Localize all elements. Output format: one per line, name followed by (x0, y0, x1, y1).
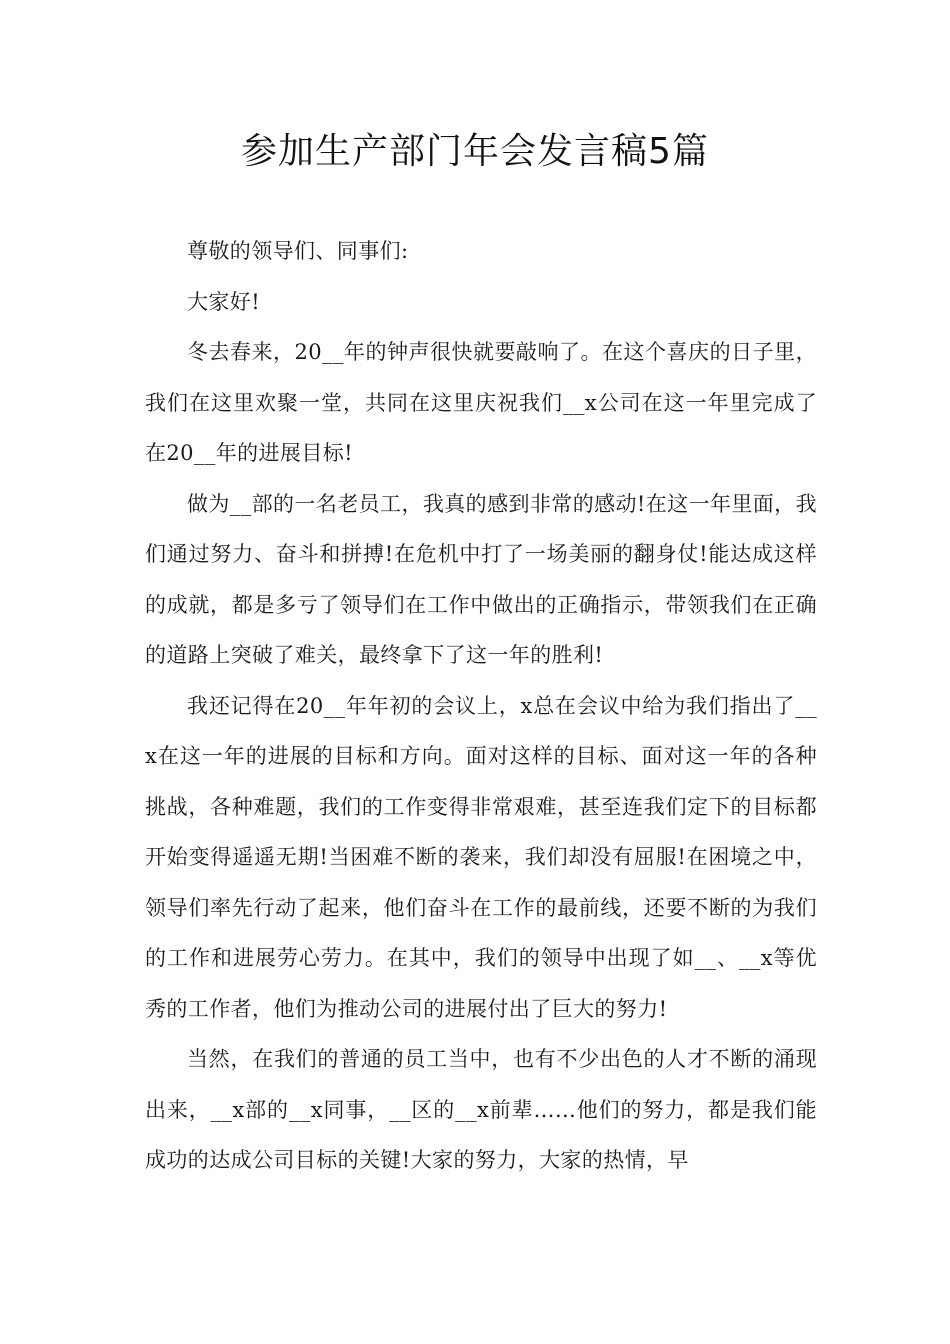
body-paragraph: 冬去春来，20__年的钟声很快就要敲响了。在这个喜庆的日子里，我们在这里欢聚一堂，共同在这里庆祝我们__x公司在这一年里完成了在20__年的进展目标! (145, 340, 817, 465)
salutation-paragraph: 尊敬的领导们、同事们: (187, 239, 409, 263)
body-paragraph: 做为__部的一名老员工，我真的感到非常的感动!在这一年里面，我们通过努力、奋斗和拼搏!在危机中打了一场美丽的翻身仗!能达成这样的成就，都是多亏了领导们在工作中做出的正确指示，带领我们在正确的道路上突破了难关，最终拿下了这一年的胜利! (145, 491, 817, 667)
body-paragraph: 当然，在我们的普通的员工当中，也有不少出色的人才不断的涌现出来，__x部的__x同事，__区的__x前辈……他们的努力，都是我们能成功的达成公司目标的关键!大家的努力，大家的热情，早 (145, 1047, 817, 1172)
document-title: 参加生产部门年会发言稿5篇 (241, 131, 709, 172)
document-body (145, 226, 817, 1186)
greeting-paragraph: 大家好! (187, 289, 261, 314)
body-paragraph: 我还记得在20__年年初的会议上，x总在会议中给为我们指出了__x在这一年的进展的目标和方向。面对这样的目标、面对这一年的各种挑战，各种难题，我们的工作变得非常艰难，甚至连我们定下的目标都开始变得遥遥无期!当困难不断的袭来，我们却没有屈服!在困境之中，领导们率先行动了起来，他们奋斗在工作的最前线，还要不断的为我们的工作和进展劳心劳力。在其中，我们的领导中出现了如__、__x等优秀的工作者，他们为推动公司的进展付出了巨大的努力! (145, 693, 817, 1021)
